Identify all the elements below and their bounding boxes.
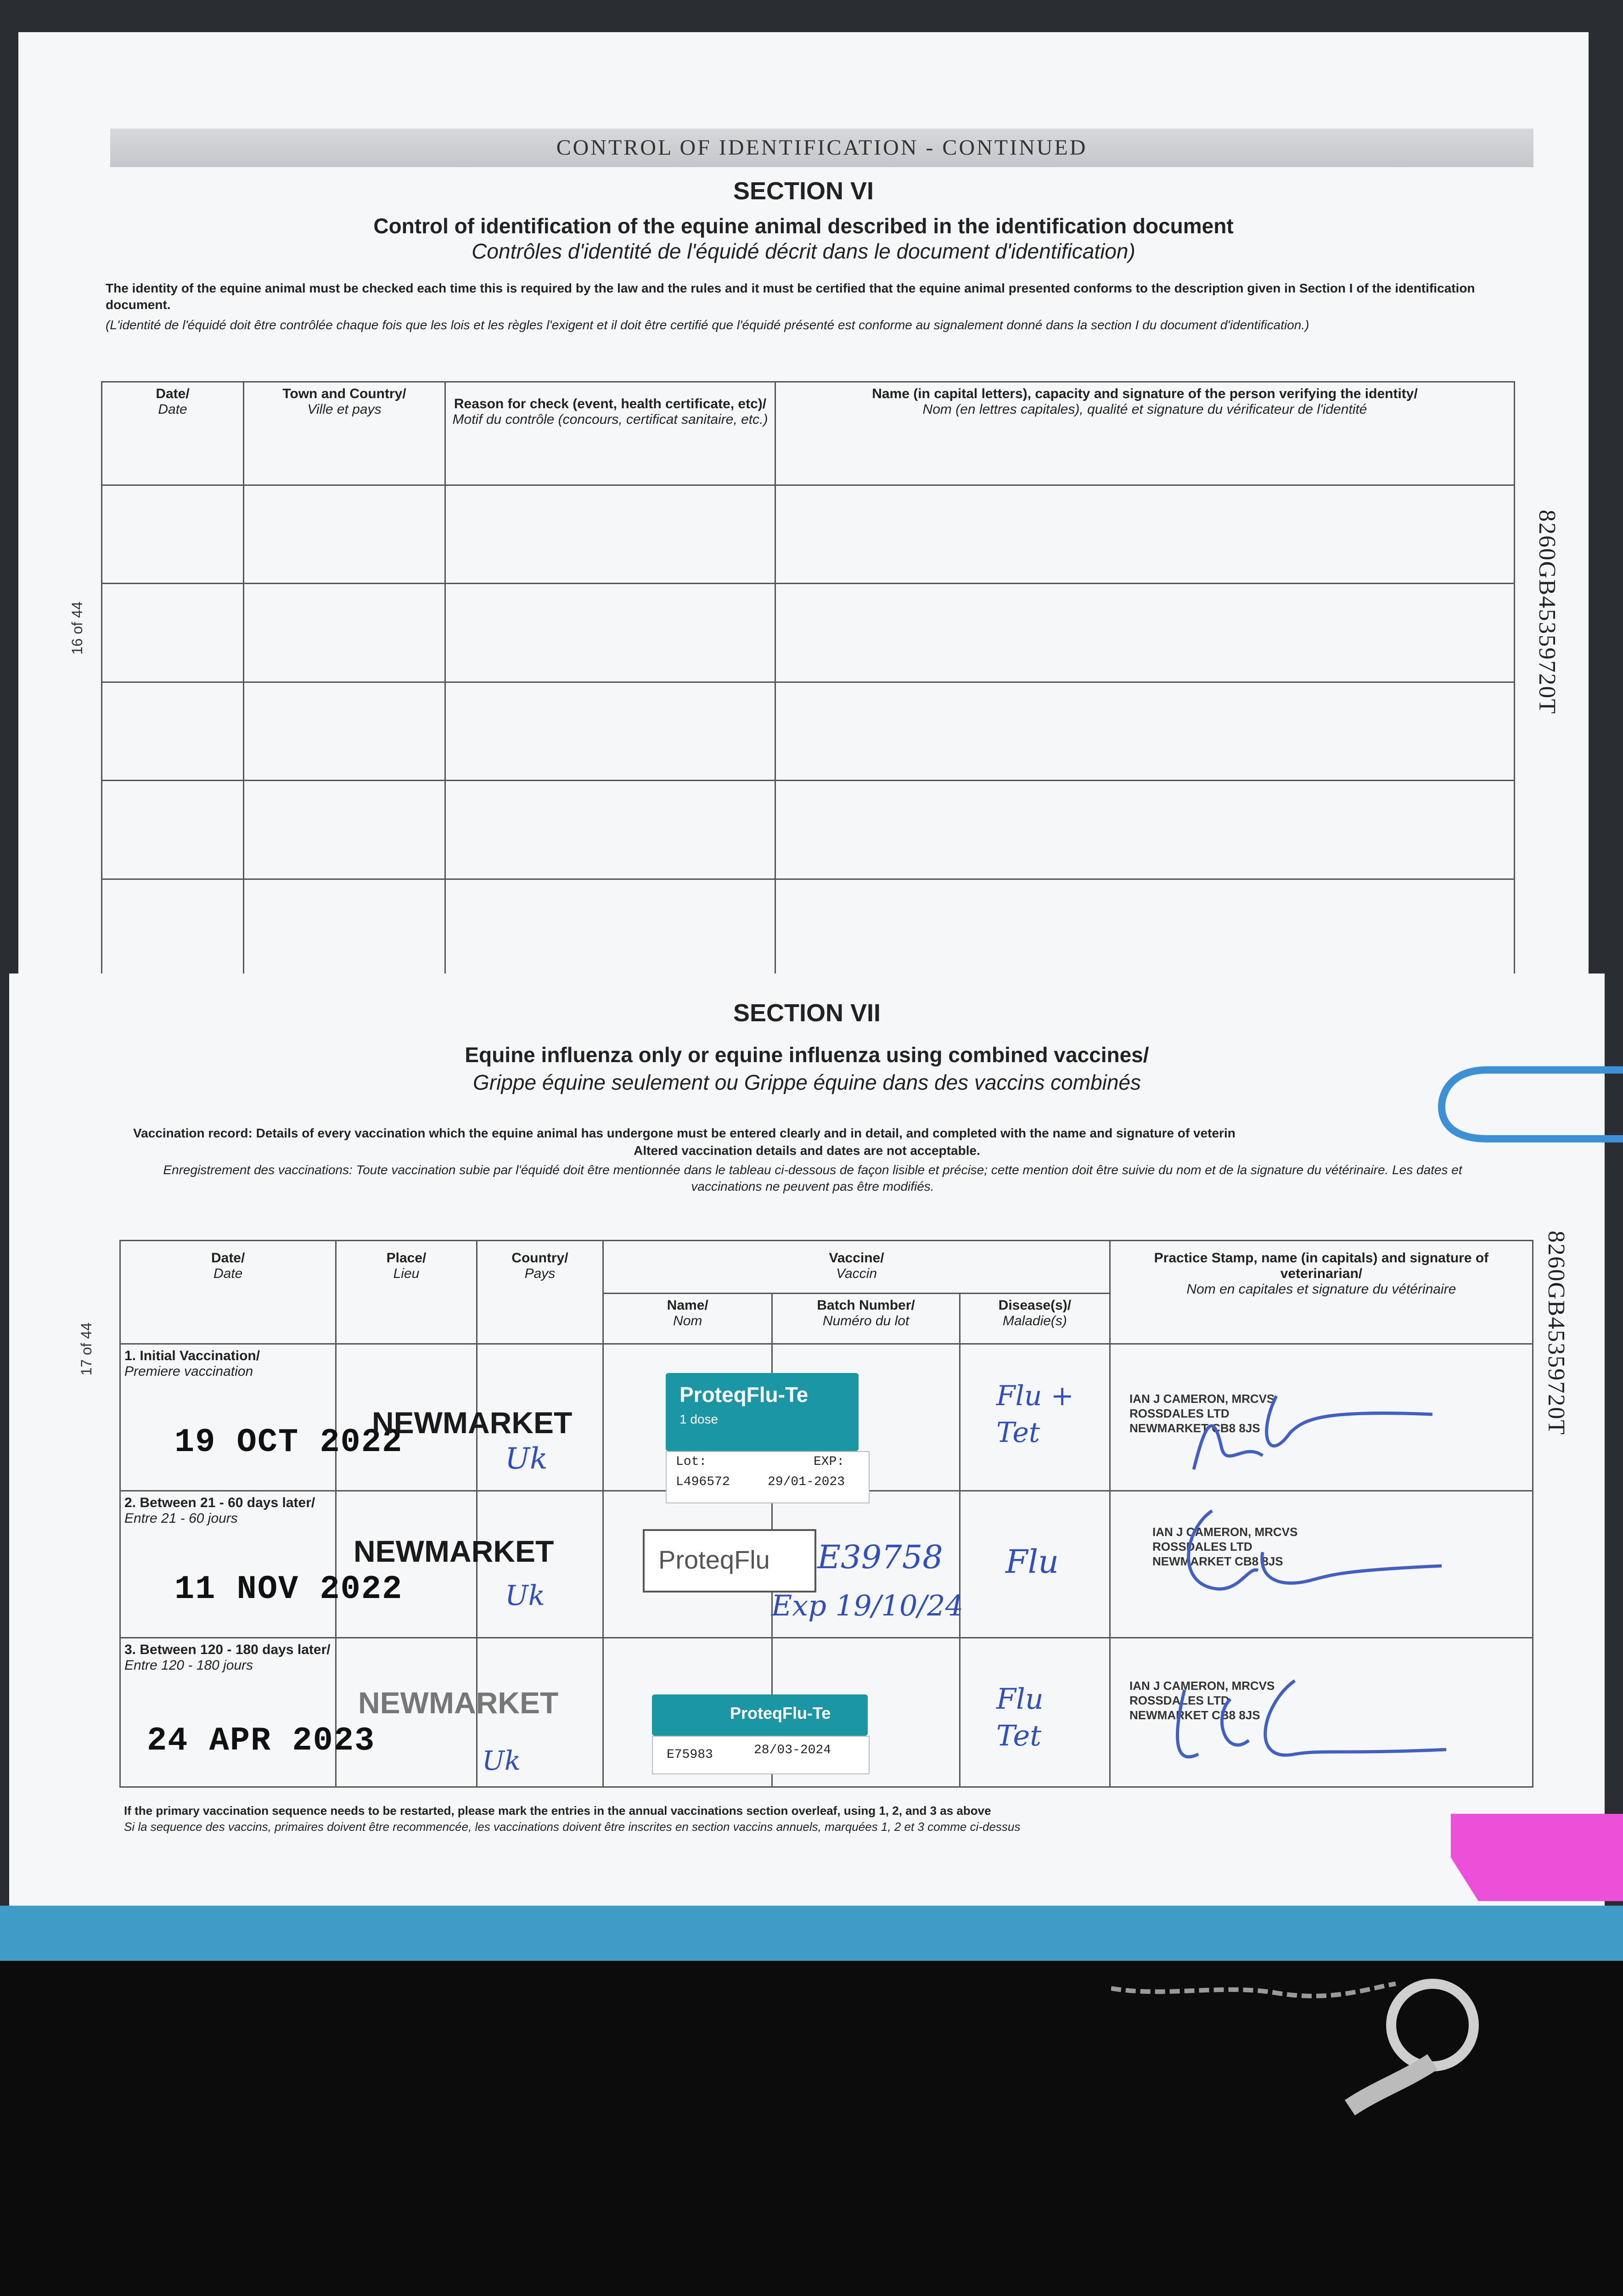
col-stamp-label-fr: Nom en capitales et signature du vétérinaire <box>1186 1282 1456 1297</box>
vaccination-instruction: Vaccination record: Details of every vaccination which the equine animal has undergone must be entered clearly and in detail, and completed with the name and signature of veterin <box>133 1126 1236 1140</box>
row-3-date-stamp: 24 APR 2023 <box>147 1722 376 1760</box>
col-name-label-fr: Nom <box>673 1313 702 1328</box>
col-stamp-header <box>1110 1241 1533 1344</box>
row-3-vaccine-brand: ProteqFlu-Te <box>730 1704 831 1722</box>
row-2-exp-handwritten: Exp 19/10/24 <box>771 1589 964 1622</box>
col-date-label: Date/ <box>211 1250 245 1266</box>
row-2-place-stamp: NEWMARKET <box>354 1534 554 1568</box>
col-reason-label-fr: Motif du contrôle (concours, certificat sanitaire, etc.) <box>452 412 768 427</box>
identification-check-table <box>101 381 1515 978</box>
col-date-header <box>102 382 244 485</box>
section-vii-title: Equine influenza only or equine influenza using combined vaccines/ <box>465 1043 1149 1067</box>
col-batch-header <box>772 1294 960 1344</box>
row-2-vaccine-brand: ProteqFlu <box>658 1545 770 1574</box>
col-place-header <box>336 1241 477 1344</box>
table-row <box>102 879 1515 977</box>
col-country-label-fr: Pays <box>524 1266 556 1281</box>
row-2-label-cell <box>120 1491 336 1638</box>
row-2-label-fr: Entre 21 - 60 jours <box>124 1511 238 1526</box>
col-reason-header <box>445 382 775 485</box>
col-disease-label-fr: Maladie(s) <box>1002 1313 1067 1328</box>
row-1-lot-number: L496572 <box>676 1475 730 1489</box>
row-3-vet-practice: ROSSDALES LTD <box>1129 1694 1230 1707</box>
row-2-vet-practice: ROSSDALES LTD <box>1152 1540 1252 1553</box>
table-row <box>102 584 1515 682</box>
row-1-vet-practice: ROSSDALES LTD <box>1129 1407 1230 1420</box>
row-1-label-fr: Premiere vaccination <box>124 1364 253 1379</box>
col-date-label: Date/ <box>156 386 190 401</box>
row-2-vet-signature <box>1148 1497 1451 1607</box>
paper-clip <box>1432 1061 1623 1153</box>
row-3-vet-address: NEWMARKET CB8 8JS <box>1129 1708 1260 1722</box>
restart-note-fr: Si la sequence des vaccins, primaires doivent être recommencée, les vaccinations doivent être inscrites en section vaccins annuels, marquées 1, 2 et 3 comme ci-dessus <box>124 1820 1021 1834</box>
col-stamp-label: Practice Stamp, name (in capitals) and signature of veterinarian/ <box>1154 1250 1489 1281</box>
row-1-vaccine-label <box>666 1373 859 1451</box>
col-country-header <box>477 1241 603 1344</box>
book-cover-edge <box>0 1906 1623 1965</box>
banner-title: CONTROL OF IDENTIFICATION - CONTINUED <box>556 135 1088 160</box>
row-3-lot-number: E75983 <box>667 1748 713 1762</box>
row-2-date-stamp: 11 NOV 2022 <box>174 1570 403 1608</box>
col-town-label-fr: Ville et pays <box>307 402 382 417</box>
row-1-country-handwritten: Uk <box>505 1442 548 1476</box>
section-vii-heading: SECTION VII <box>733 999 881 1027</box>
sticky-tab <box>1451 1814 1623 1901</box>
col-disease-label: Disease(s)/ <box>998 1298 1072 1313</box>
col-place-label-fr: Lieu <box>393 1266 420 1281</box>
col-name-header <box>603 1294 772 1344</box>
row-3-label-fr: Entre 120 - 180 jours <box>124 1658 253 1673</box>
row-1-place-stamp: NEWMARKET <box>372 1406 573 1440</box>
table-row <box>102 682 1515 780</box>
row-1-lot-label <box>666 1451 870 1503</box>
row-3-label: 3. Between 120 - 180 days later/ <box>124 1642 331 1657</box>
row-1-disease-handwritten: Flu + Tet <box>996 1380 1074 1449</box>
section-vi-instruction-fr: (L'identité de l'équidé doit être contrôlée chaque fois que les lois et les règles l'exigent et il doit être certifié que l'équidé présenté est conforme au signalement donné dans la section I du document d'identification.) <box>106 318 1309 332</box>
col-batch-label: Batch Number/ <box>817 1298 915 1313</box>
row-1-vaccine-brand: ProteqFlu-Te <box>680 1383 809 1407</box>
row-2-vet-address: NEWMARKET CB8 8JS <box>1152 1554 1283 1568</box>
col-name-header <box>775 382 1515 485</box>
section-vii-subtitle: Grippe équine seulement ou Grippe équine dans des vaccins combinés <box>473 1070 1141 1094</box>
page-number: 16 of 44 <box>69 602 85 655</box>
row-3-place-stamp: NEWMARKET <box>358 1686 559 1720</box>
col-country-label: Country/ <box>511 1250 568 1266</box>
row-1-label: 1. Initial Vaccination/ <box>124 1348 260 1363</box>
col-vaccine-label: Vaccine/ <box>829 1250 884 1266</box>
row-2-batch-handwritten: E39758 <box>817 1538 943 1576</box>
col-date-header <box>120 1241 336 1344</box>
row-3-label-cell <box>120 1638 336 1787</box>
row-2-country-handwritten: Uk <box>505 1580 545 1612</box>
section-vi-instruction: The identity of the equine animal must be checked each time this is required by the law and the rules and it must be certified that the equine animal presented conforms to the description given in Section I of the identification document. <box>106 281 1475 312</box>
table-row <box>102 485 1515 584</box>
page-number: 17 of 44 <box>78 1322 95 1376</box>
row-3-lot-label <box>652 1736 870 1774</box>
row-2-label: 2. Between 21 - 60 days later/ <box>124 1495 315 1510</box>
row-2-vaccine-label <box>643 1529 816 1593</box>
row-3-disease-handwritten: Flu Tet <box>996 1682 1044 1752</box>
col-vaccine-header <box>603 1241 1110 1294</box>
background-surface <box>0 1961 1623 2296</box>
row-3-vaccine-label <box>652 1694 868 1736</box>
vaccination-instruction-2: Altered vaccination details and dates are not acceptable. <box>634 1143 980 1158</box>
row-1-date-stamp: 19 OCT 2022 <box>174 1424 403 1461</box>
row-2-disease-handwritten: Flu <box>1005 1543 1059 1581</box>
page-section-vi <box>18 32 1589 987</box>
col-town-label: Town and Country/ <box>282 386 406 401</box>
col-date-label-fr: Date <box>213 1266 243 1281</box>
row-2-vet-name: IAN J CAMERON, MRCVS <box>1152 1525 1298 1539</box>
row-1-vaccine-dose: 1 dose <box>680 1412 719 1426</box>
row-3-vet-name: IAN J CAMERON, MRCVS <box>1129 1679 1275 1693</box>
row-3-vet-signature <box>1157 1662 1451 1782</box>
table-row <box>102 781 1515 879</box>
key-ring-chain <box>1111 1970 1515 2135</box>
restart-note: If the primary vaccination sequence needs to be restarted, please mark the entries in the annual vaccinations section overleaf, using 1, 2, and 3 as above <box>124 1804 991 1818</box>
col-vaccine-label-fr: Vaccin <box>836 1266 877 1281</box>
passport-id-side: 8260GB45359720T <box>1534 510 1560 715</box>
col-reason-label: Reason for check (event, health certificate, etc)/ <box>454 396 767 411</box>
page-section-vii <box>9 974 1605 1933</box>
col-disease-header <box>960 1294 1110 1344</box>
section-vi-subtitle: Contrôles d'identité de l'équidé décrit dans le document d'identification) <box>472 239 1135 263</box>
col-town-header <box>244 382 445 485</box>
col-name-label: Name/ <box>667 1298 708 1313</box>
col-date-label-fr: Date <box>158 402 187 417</box>
continued-banner <box>110 129 1533 167</box>
row-1-exp-date: 29/01-2023 <box>768 1475 845 1489</box>
row-1-vet-signature <box>1185 1378 1442 1479</box>
passport-id-side: 8260GB45359720T <box>1543 1231 1569 1435</box>
row-1-exp-caption: EXP: <box>814 1455 845 1469</box>
col-batch-label-fr: Numéro du lot <box>822 1313 910 1328</box>
row-1-lot-caption: Lot: <box>676 1455 707 1469</box>
row-3-country-handwritten: Uk <box>482 1745 521 1776</box>
vaccination-instruction-fr: Enregistrement des vaccinations: Toute vaccination subie par l'équidé doit être mentionnée dans le tableau ci-dessous de façon lisible et précise; cette mention doit être suivie du nom et de la signature du vétérinaire. Les dates et vaccinations ne peuvent pas être modifiés. <box>163 1163 1462 1193</box>
row-1-vet-address: NEWMARKET CB8 8JS <box>1129 1421 1260 1435</box>
col-place-label: Place/ <box>386 1250 427 1266</box>
section-vi-heading: SECTION VI <box>733 177 874 205</box>
row-3-exp-date: 28/03-2024 <box>754 1743 831 1757</box>
row-1-label-cell <box>120 1344 336 1491</box>
col-name-label-fr: Nom (en lettres capitales), qualité et signature du vérificateur de l'identité <box>922 402 1367 417</box>
col-name-label: Name (in capital letters), capacity and signature of the person verifying the identity/ <box>872 386 1418 401</box>
section-vi-title: Control of identification of the equine animal described in the identification document <box>373 214 1234 238</box>
row-1-vet-name: IAN J CAMERON, MRCVS <box>1129 1392 1275 1406</box>
